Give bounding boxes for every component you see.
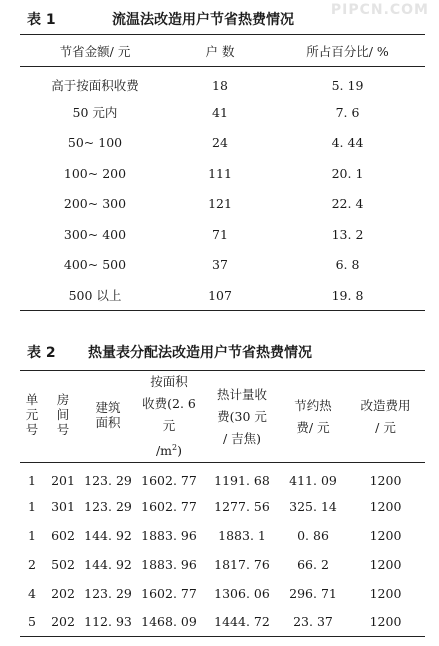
table-cell-area-fee: 1602. 77 [141,585,197,601]
table2-header-area-fee-line2: 收费(2. 6 元 [142,396,196,433]
table1-header-percent: 所占百分比/ % [306,43,389,59]
table2-header-retrofit [346,371,425,463]
table-cell: 18 [212,77,228,93]
table1-header-saving: 节省金额/ 元 [59,43,131,59]
table2-header-unit-label: 单元号 [25,392,39,438]
table-cell: 20. 1 [331,165,364,181]
table-cell-retrofit: 1200 [369,585,402,601]
table1-caption-number: 表 1 [27,12,56,28]
table-cell-retrofit: 1200 [369,527,402,543]
table2-caption-title: 热量表分配法改造用户节省热费情况 [88,345,312,361]
table-cell-room: 301 [51,498,75,514]
table-cell-saving: 23. 37 [293,614,333,630]
table-cell-saving: 325. 14 [289,498,337,514]
table-cell-retrofit: 1200 [369,498,402,514]
table-row [20,97,425,128]
table-cell-room: 602 [51,527,75,543]
table2-header-area-fee-end: ) [177,443,183,459]
table-cell: 500 以上 [68,288,122,303]
table-cell-area: 144. 92 [84,527,132,543]
table-cell: 50~ 100 [67,135,123,151]
table2-header-area-fee-line3 [134,437,204,462]
table2-header-retrofit-line2: / 元 [375,419,396,435]
table2-body [20,463,425,637]
table-cell-meter-fee: 1817. 76 [214,556,270,572]
table-cell-room: 202 [51,585,75,601]
table-cell: 13. 2 [331,226,364,242]
table1-header-households: 户 数 [205,43,235,59]
table-cell: 22. 4 [331,196,364,212]
table1-caption [27,9,294,29]
table-row [20,250,425,281]
table-cell: 4. 44 [331,135,364,151]
table2-header-meter-fee-line1: 热计量收 [216,386,267,402]
table-row [20,280,425,311]
table2-caption-number: 表 2 [27,345,56,361]
table-row [20,463,425,492]
table-cell-area-fee: 1602. 77 [141,472,197,488]
table-cell-room: 201 [51,472,75,488]
table-cell-area: 123. 29 [84,472,132,488]
table-cell-area: 123. 29 [84,498,132,514]
table-cell: 24 [212,135,228,151]
table-cell-area: 123. 29 [84,585,132,601]
table2-header-area-fee-line1: 按面积 [150,374,188,389]
table-cell: 200~ 300 [63,196,127,212]
table-cell: 5. 19 [331,77,364,93]
table1 [20,34,425,311]
table2-header-saving-line2: 费/ 元 [296,419,330,435]
table-cell-area-fee: 1468. 09 [141,614,197,630]
table2-header-saving-line1: 节约热 [294,397,332,413]
table2 [20,370,425,637]
table-row [20,521,425,550]
table-row [20,550,425,579]
table-cell-area: 144. 92 [84,556,132,572]
table2-header-room-label: 房间号 [56,392,70,438]
table-cell-area: 112. 93 [84,614,132,630]
table2-header-area-fee-unit: /m [155,443,173,459]
table2-header-area-fee-sup: 2 [172,443,178,452]
table-cell: 高于按面积收费 [51,78,139,93]
table-cell: 19. 8 [331,287,364,303]
table-cell: 7. 6 [335,104,360,120]
table-cell-unit: 4 [28,585,36,601]
table2-header-area-label: 建筑面积 [95,399,121,430]
table-cell-meter-fee: 1444. 72 [214,614,270,630]
table-row [20,67,425,98]
table-cell: 41 [212,104,228,120]
table-cell-room: 202 [51,614,75,630]
table-cell-saving: 411. 09 [289,472,337,488]
table-cell-unit: 5 [28,614,36,630]
table2-header-row [20,371,425,463]
table-cell: 121 [208,196,232,212]
table-cell: 300~ 400 [63,226,127,242]
table-cell-meter-fee: 1277. 56 [214,498,270,514]
table-cell-meter-fee: 1883. 1 [218,527,266,543]
table-row [20,219,425,250]
table-cell: 107 [208,287,232,303]
table-cell-retrofit: 1200 [369,614,402,630]
table-cell-area-fee: 1883. 96 [141,527,197,543]
table-cell-saving: 0. 86 [297,527,329,543]
table-cell-meter-fee: 1191. 68 [214,472,270,488]
table-cell-area-fee: 1602. 77 [141,498,197,514]
watermark-text: PIPCN.COM [330,2,429,18]
table2-header-meter-fee [204,371,280,463]
table2-header-area [82,371,134,463]
table2-header-saving [280,371,346,463]
table-cell: 50 元内 [72,105,118,121]
table-cell-meter-fee: 1306. 06 [214,585,270,601]
table-row [20,492,425,521]
table-cell-unit: 1 [28,498,36,514]
table-cell: 6. 8 [335,257,360,273]
table-cell-area-fee: 1883. 96 [141,556,197,572]
table2-header-area-fee [134,371,204,463]
table-cell-room: 502 [51,556,75,572]
table-row [20,128,425,159]
table1-caption-title: 流温法改造用户节省热费情况 [112,12,294,28]
table-cell: 100~ 200 [63,165,127,181]
table-row [20,608,425,637]
table2-header-retrofit-line1: 改造费用 [360,397,411,413]
table-cell-saving: 296. 71 [289,585,337,601]
table-row [20,158,425,189]
table-cell: 111 [208,165,232,181]
table2-header-unit [20,371,44,463]
table-cell-unit: 2 [28,556,36,572]
table-cell: 400~ 500 [63,257,127,273]
table2-caption [27,342,312,362]
table-row [20,579,425,608]
table-row [20,189,425,220]
table-cell-retrofit: 1200 [369,556,402,572]
table-cell: 71 [212,226,228,242]
table-cell: 37 [212,257,228,273]
table2-header-meter-fee-line3: / 吉焦) [222,430,262,446]
table-cell-unit: 1 [28,527,36,543]
table-cell-retrofit: 1200 [369,472,402,488]
table-cell-unit: 1 [28,472,36,488]
table-cell-saving: 66. 2 [297,556,329,572]
table1-header-row [20,35,425,67]
table2-header-room [44,371,82,463]
table2-header-meter-fee-line2: 费(30 元 [217,408,267,424]
